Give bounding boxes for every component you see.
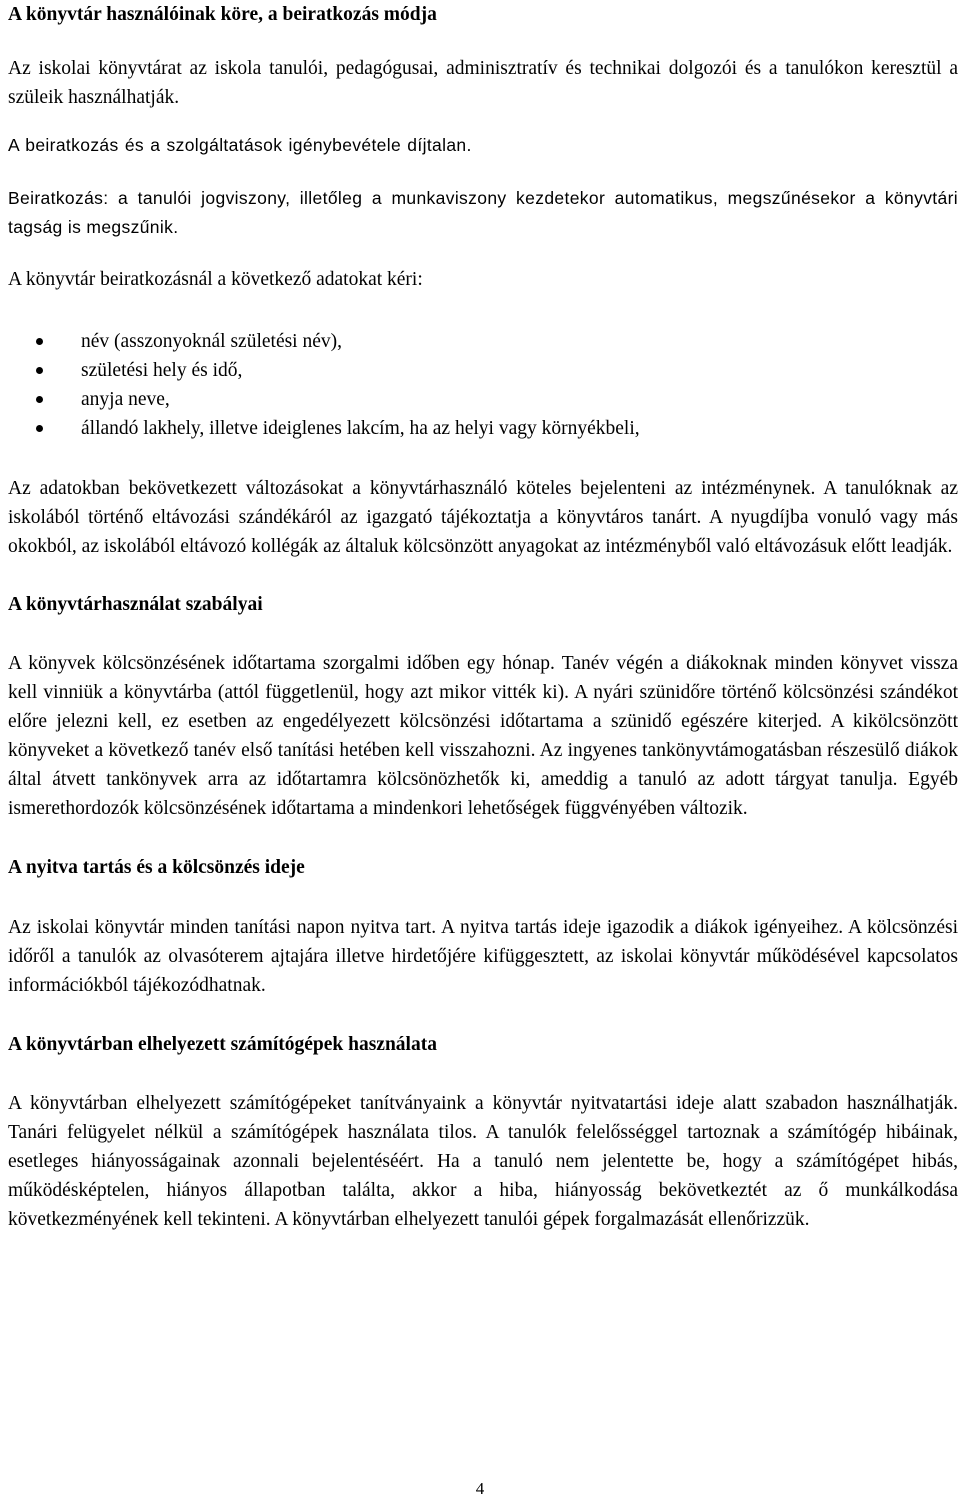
- bullet-icon: [36, 338, 43, 345]
- list-item: születési hely és idő,: [8, 356, 958, 385]
- page-number: 4: [475, 1479, 485, 1498]
- paragraph-opening-hours: Az iskolai könyvtár minden tanítási napon nyitva tart. A nyitva tartás ideje igazodik a diákok igényeihez. A kölcsönzési időről a tanulók az olvasóterem ajtajára illetve hirdetőjére kifüggesztett, az iskolai könyvtár működésével kapcsolatos információkból tájékozódhatnak.: [8, 917, 958, 996]
- paragraph-data-requested: A könyvtár beiratkozásnál a következő adatokat kéri:: [8, 269, 423, 290]
- paragraph-free-registration: A beiratkozás és a szolgáltatások igénybevétele díjtalan.: [8, 135, 472, 155]
- bullet-icon: [36, 396, 43, 403]
- list-item: állandó lakhely, illetve ideiglenes lakcím, ha az helyi vagy környékbeli,: [8, 414, 958, 443]
- heading-membership: A könyvtár használóinak köre, a beiratkozás módja: [8, 4, 437, 25]
- heading-usage-rules: A könyvtárhasználat szabályai: [8, 594, 263, 615]
- bullet-icon: [36, 367, 43, 374]
- heading-opening-hours: A nyitva tartás és a kölcsönzés ideje: [8, 857, 305, 878]
- paragraph-users: Az iskolai könyvtárat az iskola tanulói, pedagógusai, adminisztratív és technikai dolgozói és a tanulókon keresztül a szüleik használhatják.: [8, 58, 958, 108]
- document-page: [8, 0, 958, 1234]
- paragraph-computers: A könyvtárban elhelyezett számítógépeket tanítványaink a könyvtár nyitvatartási ideje alatt szabadon használhatják. Tanári felügyelet nélkül a számítógépek használata tilos. A tanulók felelősséggel tartoznak a számítógép hibáinak, esetleges hiányosságainak azonnali bejelentéséért. Ha a tanuló nem jelentette be, hogy a számítógépet hibás, működésképtelen, hiányos állapotban találta, akkor a hiba, hiányosság bekövetkeztét az ő munkálkodása következményének kell tekinteni. A könyvtárban elhelyezett tanulói gépek forgalmazását ellenőrizzük.: [8, 1093, 958, 1230]
- list-item: név (asszonyoknál születési név),: [8, 327, 958, 356]
- paragraph-usage-rules: A könyvek kölcsönzésének időtartama szorgalmi időben egy hónap. Tanév végén a diákoknak minden könyvet vissza kell vinniük a könyvtárba (attól függetlenül, hogy azt mikor vitték ki). A nyári szünidőre történő kölcsönzési szándékot előre jelezni kell, ez esetben az engedélyezett kölcsönzési időtartama a szünidő egészére kiterjed. A kikölcsönzött könyveket a következő tanév első tanítási hetében kell visszahozni. Az ingyenes tankönyvtámogatásban részesülő diákok által átvett tankönyvek arra az időtartamra kölcsönözhetők ki, ameddig a tanuló az adott tárgyat tanulja. Egyéb ismerethordozók kölcsönzésének időtartama a mindenkori lehetőségek függvényében változik.: [8, 653, 958, 819]
- requested-data-list: [8, 327, 958, 443]
- heading-computers: A könyvtárban elhelyezett számítógépek használata: [8, 1034, 437, 1055]
- paragraph-registration: Beiratkozás: a tanulói jogviszony, illetőleg a munkaviszony kezdetekor automatikus, megszűnésekor a könyvtári tagság is megszűnik.: [8, 188, 958, 237]
- list-item: anyja neve,: [8, 385, 958, 414]
- paragraph-data-changes: Az adatokban bekövetkezett változásokat a könyvtárhasználó köteles bejelenteni az intézménynek. A tanulóknak az iskolából történő eltávozási szándékáról az igazgató tájékoztatja a könyvtáros tanárt. A nyugdíjba vonuló vagy más okokból, az iskolából eltávozó kollégák az általuk kölcsönzött anyagokat az intézményből való eltávozásuk előtt leadják.: [8, 478, 958, 557]
- bullet-icon: [36, 425, 43, 432]
